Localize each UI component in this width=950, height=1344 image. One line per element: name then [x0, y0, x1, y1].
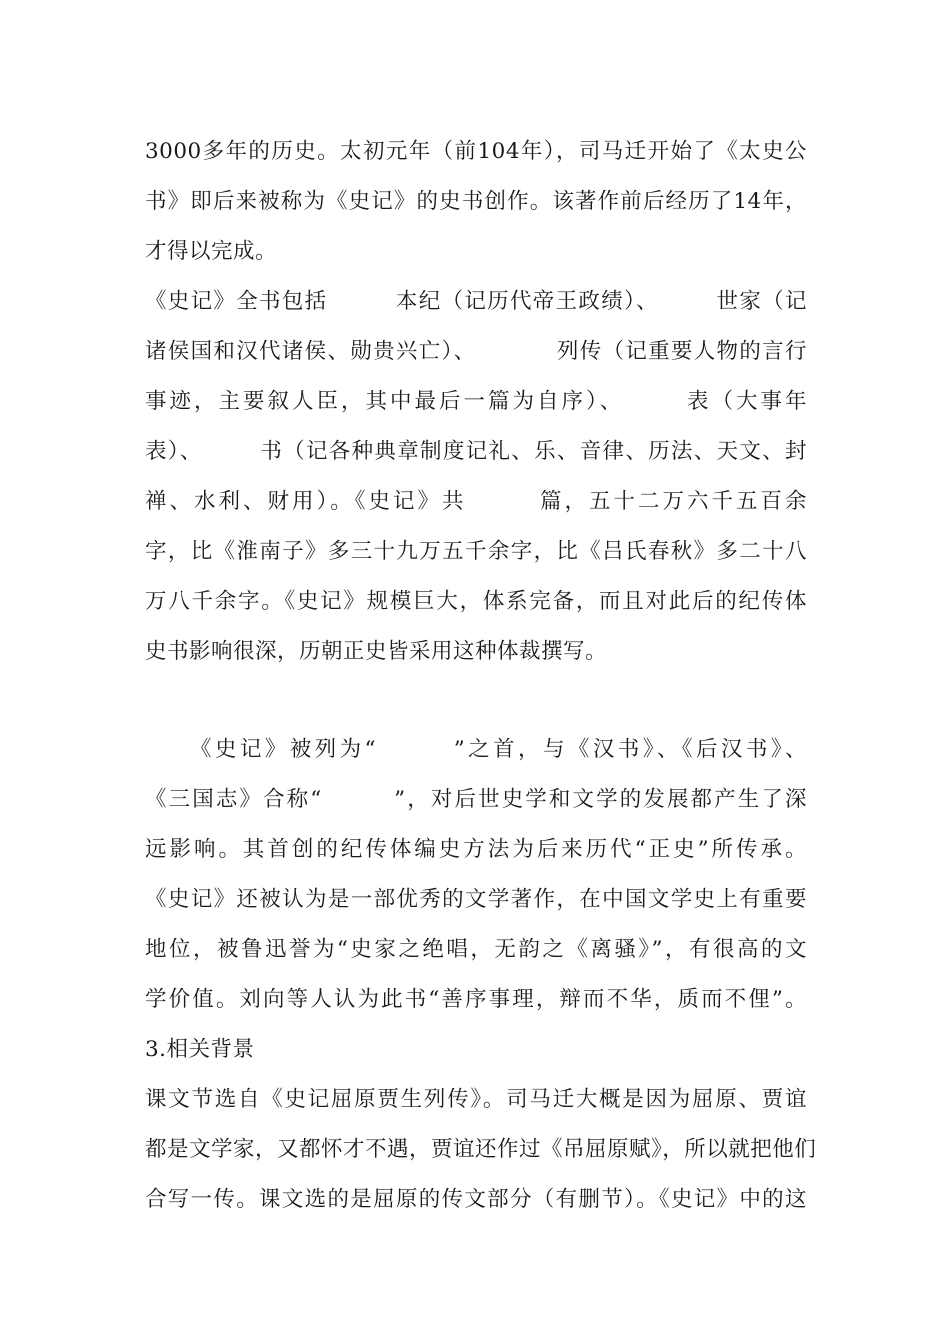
text-line: 书》即后来被称为《史记》的史书创作。该著作前后经历了14年， [145, 189, 807, 214]
text-line: 《史记》被列为“ ”之首，与《汉书》、《后汉书》、 [190, 737, 807, 762]
text-line: 远影响。其首创的纪传体编史方法为后来历代“正史”所传承。 [145, 837, 807, 862]
text-line: 3000多年的历史。太初元年（前104年），司马迁开始了《太史公 [145, 139, 807, 164]
text-line: 《三国志》合称“ ”，对后世史学和文学的发展都产生了深 [145, 787, 807, 812]
text-line: 《史记》还被认为是一部优秀的文学著作，在中国文学史上有重要 [145, 887, 807, 912]
text-line: 事迹，主要叙人臣，其中最后一篇为自序）、 表（大事年 [145, 389, 807, 414]
text-line: 禅、水利、财用）。《史记》共 篇，五十二万六千五百余 [145, 489, 807, 514]
text-line: 万八千余字。《史记》规模巨大，体系完备，而且对此后的纪传体 [145, 589, 807, 614]
text-line: 学价值。刘向等人认为此书“善序事理，辩而不华，质而不俚”。 [145, 987, 807, 1012]
text-line: 地位，被鲁迅誉为“史家之绝唱，无韵之《离骚》”，有很高的文 [145, 937, 807, 962]
text-line: 课文节选自《史记屈原贾生列传》。司马迁大概是因为屈原、贾谊 [145, 1087, 807, 1112]
text-line: 合写一传。课文选的是屈原的传文部分（有删节）。《史记》中的这 [145, 1187, 807, 1212]
text-line: 都是文学家，又都怀才不遇，贾谊还作过《吊屈原赋》，所以就把他们 [145, 1137, 817, 1162]
text-line: 才得以完成。 [145, 239, 278, 264]
text-line: 史书影响很深，历朝正史皆采用这种体裁撰写。 [145, 639, 608, 664]
section-heading: 3.相关背景 [145, 1037, 255, 1062]
text-line: 《史记》全书包括 本纪（记历代帝王政绩）、 世家（记 [145, 289, 807, 314]
text-line: 诸侯国和汉代诸侯、勋贵兴亡）、 列传（记重要人物的言行 [145, 339, 807, 364]
text-line: 字，比《淮南子》多三十九万五千余字，比《吕氏春秋》多二十八 [145, 539, 807, 564]
text-line: 表）、 书（记各种典章制度记礼、乐、音律、历法、天文、封 [145, 439, 807, 464]
